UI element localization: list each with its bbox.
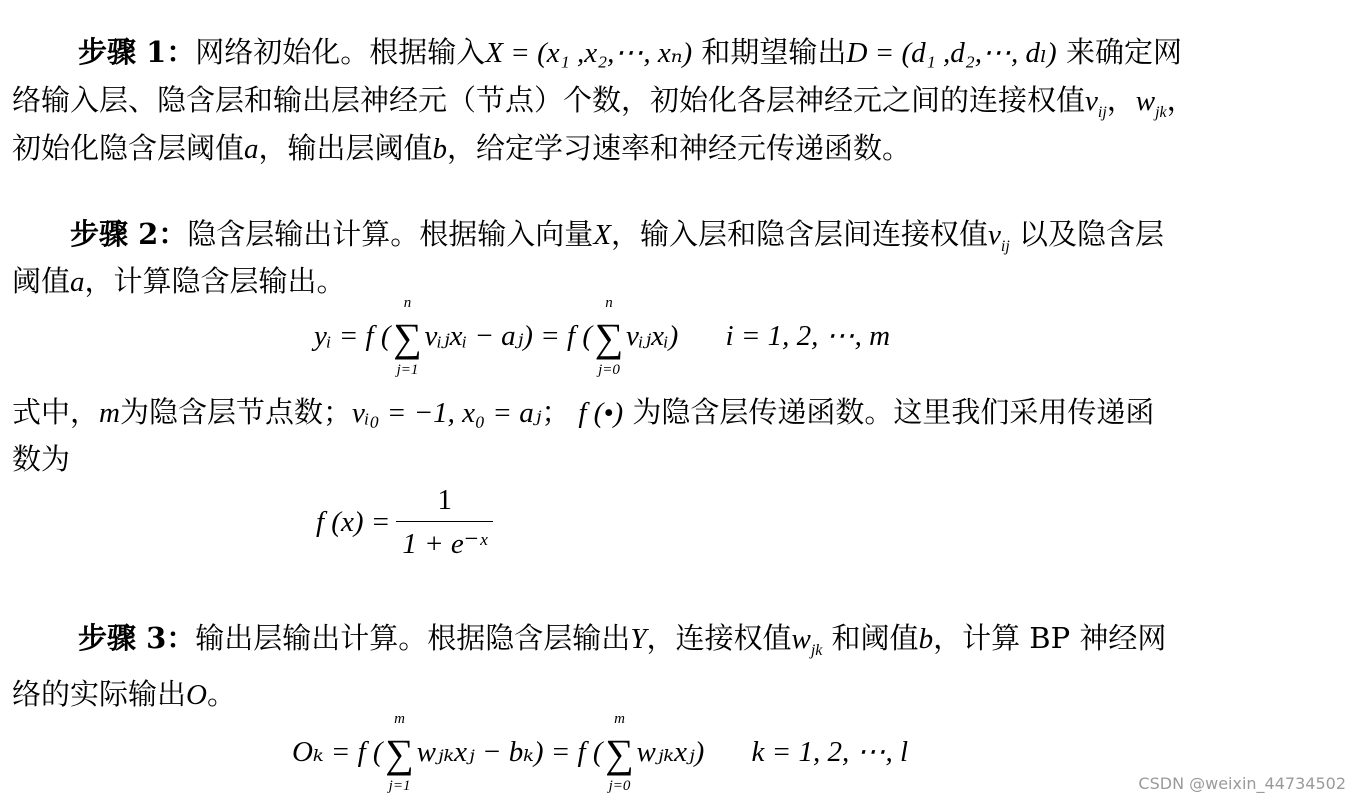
summation-symbol: n ∑ j=1 (393, 295, 422, 379)
summation-upper-limit: n (605, 295, 613, 312)
equation-body: wⱼₖxⱼ − bₖ) = f ( (416, 736, 603, 768)
step1-text: 络输入层、隐含层和输出层神经元（节点）个数，初始化各层神经元之间的连接权值 (12, 83, 1086, 117)
step3-text: 。 (206, 677, 236, 711)
output-layer-equation (292, 711, 909, 795)
equation-body: wⱼₖxⱼ) (636, 736, 705, 768)
sigmoid-numerator: 1 (437, 484, 453, 516)
sigmoid-denominator: 1 + e⁻ˣ (396, 521, 493, 561)
note-equation: vᵢ₀ = −1, x₀ = aⱼ (351, 397, 542, 429)
note-text: 为隐含层传递函数。这里我们采用传递函 (632, 395, 1155, 429)
output-O: O (186, 679, 207, 711)
sigmoid-lhs: f (x) = (316, 506, 391, 538)
step3-text: 络的实际输出 (12, 677, 187, 711)
hidden-output-equation (314, 295, 891, 379)
step1-text: 初始化隐含层阈值 (12, 131, 245, 165)
weight-w: w (1135, 85, 1156, 117)
step1-separator: ， (1166, 83, 1196, 117)
weight-w: w (791, 623, 811, 655)
weight-v-subscript: ij (1097, 103, 1107, 121)
step2-line1 (70, 212, 1164, 253)
sigmoid-equation (316, 484, 493, 561)
step1-separator: ， (1106, 83, 1136, 117)
threshold-b: b (918, 623, 934, 655)
equation-body: vᵢⱼxᵢ) (626, 320, 679, 352)
step3-text: ，连接权值 (646, 621, 792, 655)
equation-lhs: Oₖ = f ( (292, 736, 383, 768)
hidden-output-Y: Y (630, 623, 647, 655)
step1-line1 (78, 30, 1182, 71)
input-vector-X: X (593, 219, 612, 251)
step1-text: 来确定网 (1065, 35, 1182, 69)
weight-v: v (988, 219, 1001, 251)
weight-v-subscript: ij (1000, 237, 1010, 255)
summation-symbol: m ∑ j=0 (605, 711, 634, 795)
step3-text: ，计算 BP 神经网 (933, 621, 1167, 655)
equation-range: i = 1, 2, ⋯, m (725, 320, 891, 352)
summation-lower-limit: j=0 (598, 362, 620, 379)
note-line1 (12, 390, 1154, 431)
summation-symbol: n ∑ j=0 (594, 295, 624, 379)
transfer-function: f (•) (578, 397, 624, 429)
step1-text: 网络初始化。根据输入 (195, 35, 486, 69)
equation-body: vᵢⱼxᵢ − aⱼ) = f ( (424, 320, 593, 352)
step1-line2 (12, 78, 1196, 119)
step1-text: 和期望输出 (701, 35, 847, 69)
summation-upper-limit: m (394, 711, 405, 728)
threshold-a: a (70, 266, 85, 298)
step2-text: 隐含层输出计算。根据输入向量 (187, 217, 594, 251)
step3-text: 输出层输出计算。根据隐含层输出 (195, 621, 631, 655)
step3-label: 步骤 3 (78, 621, 167, 655)
step1-text: ，输出层阈值 (258, 131, 433, 165)
weight-w-subscript: jk (1155, 103, 1167, 121)
note-text: 数为 (12, 442, 71, 476)
step2-text: 以及隐含层 (1019, 217, 1165, 251)
step2-text: 阈值 (12, 264, 71, 298)
summation-upper-limit: n (403, 295, 412, 312)
summation-lower-limit: j=1 (388, 778, 411, 795)
summation-lower-limit: j=1 (396, 362, 419, 379)
symbol-m: m (99, 397, 120, 429)
equation-lhs: yᵢ = f ( (314, 320, 391, 352)
step1-line3 (12, 126, 911, 167)
threshold-a: a (244, 133, 259, 165)
csdn-watermark: CSDN @weixin_44734502 (1138, 774, 1346, 793)
step1-output-vector: D = (d₁ ,d₂,⋯, dₗ) (846, 37, 1057, 69)
weight-v: v (1085, 85, 1098, 117)
note-text: ； (541, 395, 571, 429)
step2-text: ，输入层和隐含层间连接权值 (611, 217, 989, 251)
step2-text: ，计算隐含层输出。 (84, 264, 346, 298)
step3-colon: ： (166, 621, 196, 655)
step3-text: 和阈值 (831, 621, 919, 655)
step2-colon: ： (158, 217, 188, 251)
summation-symbol: m ∑ j=1 (385, 711, 414, 795)
step1-text: ，给定学习速率和神经元传递函数。 (447, 131, 912, 165)
step3-line1 (78, 616, 1166, 657)
note-text: 式中， (12, 395, 100, 429)
note-line2 (12, 437, 70, 478)
step1-colon: ： (166, 35, 196, 69)
step1-input-vector: X = (x₁ ,x₂,⋯, xₙ) (485, 37, 693, 69)
step3-line2 (12, 672, 236, 713)
step1-label: 步骤 1 (78, 35, 167, 69)
step2-line2 (12, 259, 346, 300)
sigmoid-fraction (396, 484, 493, 561)
equation-range: k = 1, 2, ⋯, l (751, 736, 909, 768)
summation-upper-limit: m (614, 711, 625, 728)
note-text: 为隐含层节点数； (119, 395, 352, 429)
summation-lower-limit: j=0 (608, 778, 631, 795)
weight-w-subscript: jk (810, 641, 823, 659)
threshold-b: b (432, 133, 448, 165)
step2-label: 步骤 2 (70, 217, 159, 251)
